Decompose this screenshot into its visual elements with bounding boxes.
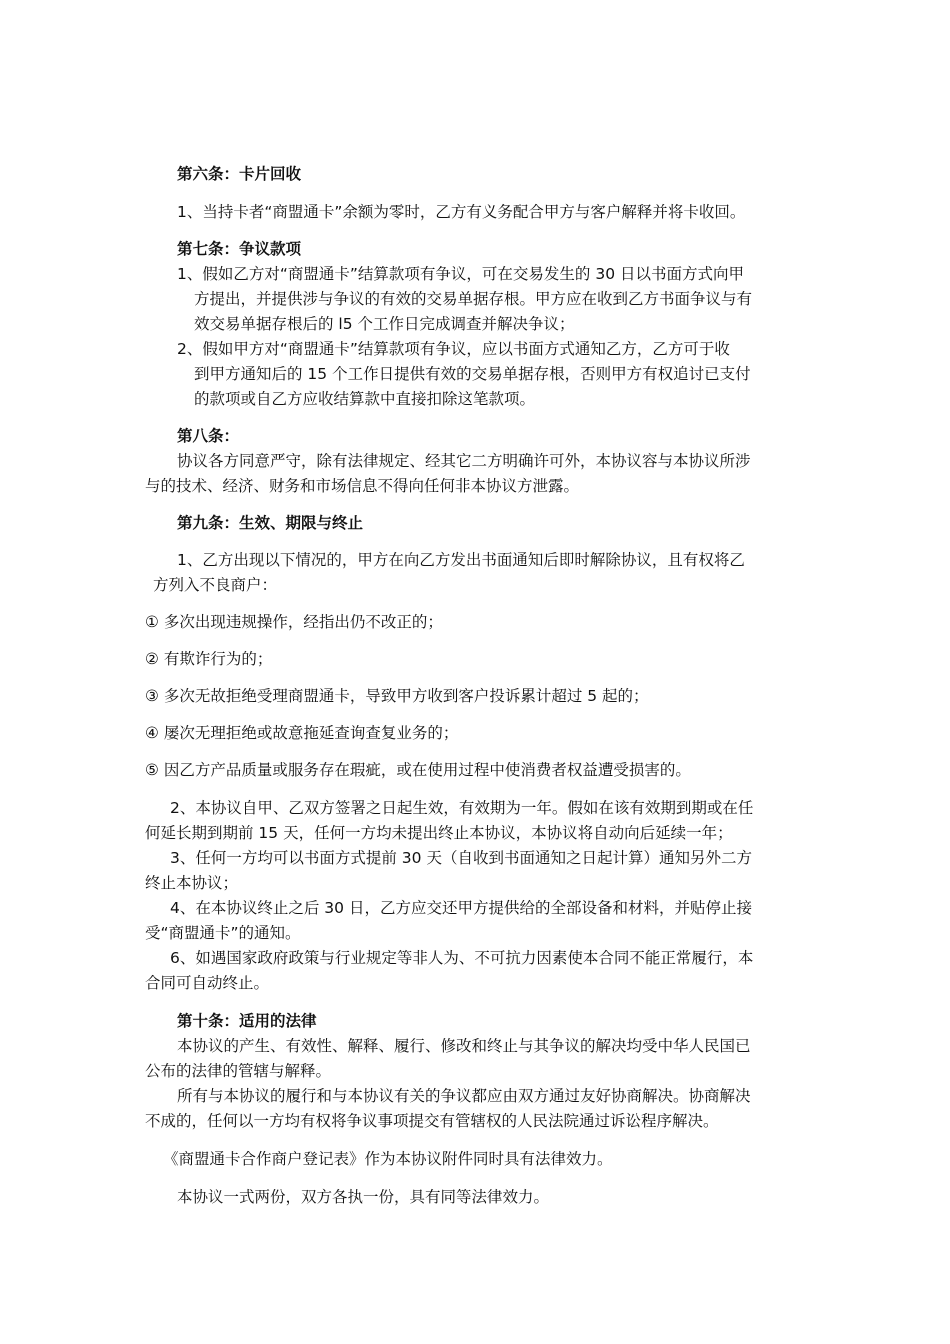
article-9-list-item-1: ① 多次出现违规操作，经指出仍不改正的；	[145, 613, 443, 631]
article-9-p4-line-2: 受“商盟通卡”的通知。	[145, 924, 301, 942]
annex-statement: 《商盟通卡合作商户登记表》作为本协议附件同时具有法律效力。	[163, 1150, 613, 1168]
article-8-heading: 第八条：	[177, 427, 240, 445]
article-10-p1-line-2: 公布的法律的管辖与解释。	[145, 1062, 332, 1080]
article-7-item-1-line-2: 方提出，并提供涉与争议的有效的交易单据存根。甲方应在收到乙方书面争议与有	[194, 290, 753, 308]
article-9-p1-line-1: 1、乙方出现以下情况的，甲方在向乙方发出书面通知后即时解除协议，且有权将乙	[177, 551, 745, 569]
article-10-p1-line-1: 本协议的产生、有效性、解释、履行、修改和终止与其争议的解决均受中华人民国已	[177, 1037, 751, 1055]
article-9-p3-line-2: 终止本协议；	[145, 874, 239, 892]
article-9-list-item-5: ⑤ 因乙方产品质量或服务存在瑕疵，或在使用过程中使消费者权益遭受损害的。	[145, 761, 691, 779]
article-7-item-2-line-3: 的款项或自乙方应收结算款中直接扣除这笔款项。	[194, 390, 536, 408]
article-9-list-item-2: ② 有欺诈行为的；	[145, 650, 273, 668]
article-10-p2-line-1: 所有与本协议的履行和与本协议有关的争议都应由双方通过友好协商解决。协商解决	[177, 1087, 751, 1105]
article-7-item-1-line-3: 效交易单据存根后的 l5 个工作日完成调查并解决争议；	[194, 315, 575, 333]
article-7-item-2-line-2: 到甲方通知后的 15 个工作日提供有效的交易单据存根，否则甲方有权追讨已支付	[194, 365, 751, 383]
article-8-line-2: 与的技术、经济、财务和市场信息不得向任何非本协议方泄露。	[145, 477, 580, 495]
article-7-item-2-line-1: 2、假如甲方对“商盟通卡”结算款项有争议，应以书面方式通知乙方，乙方可于收	[177, 340, 730, 358]
article-8-line-1: 协议各方同意严守，除有法律规定、经其它二方明确许可外，本协议容与本协议所涉	[177, 452, 751, 470]
article-9-p2-line-1: 2、本协议自甲、乙双方签署之日起生效，有效期为一年。假如在该有效期到期或在任	[170, 799, 754, 817]
copies-statement: 本协议一式两份，双方各执一份，具有同等法律效力。	[177, 1188, 550, 1206]
article-9-p4-line-1: 4、在本协议终止之后 30 日，乙方应交还甲方提供给的全部设备和材料，并贴停止接	[170, 899, 752, 917]
article-9-list-item-3: ③ 多次无故拒绝受理商盟通卡，导致甲方收到客户投诉累计超过 5 起的；	[145, 687, 649, 705]
article-10-p2-line-2: 不成的，任何以一方均有权将争议事项提交有管辖权的人民法院通过诉讼程序解决。	[145, 1112, 719, 1130]
article-6-heading: 第六条：卡片回收	[177, 165, 302, 183]
article-9-p1-line-2: 方列入不良商户：	[153, 576, 278, 594]
article-9-list-item-4: ④ 屡次无理拒绝或故意拖延查询查复业务的；	[145, 724, 459, 742]
article-7-heading: 第七条：争议款项	[177, 240, 302, 258]
article-6-paragraph: 1、当持卡者“商盟通卡”余额为零时，乙方有义务配合甲方与客户解释并将卡收回。	[177, 203, 746, 221]
article-9-p2-line-2: 何延长期到期前 15 天，任何一方均未提出终止本协议，本协议将自动向后延续一年；	[145, 824, 733, 842]
article-9-p6-line-1: 6、如遇国家政府政策与行业规定等非人为、不可抗力因素使本合同不能正常履行，本	[170, 949, 754, 967]
article-9-p6-line-2: 合同可自动终止。	[145, 974, 270, 992]
article-9-heading: 第九条：生效、期限与终止	[177, 514, 364, 532]
article-10-heading: 第十条：适用的法律	[177, 1012, 317, 1030]
article-9-p3-line-1: 3、任何一方均可以书面方式提前 30 天（自收到书面通知之日起计算）通知另外二方	[170, 849, 752, 867]
article-7-item-1-line-1: 1、假如乙方对“商盟通卡”结算款项有争议，可在交易发生的 30 日以书面方式向甲	[177, 265, 745, 283]
